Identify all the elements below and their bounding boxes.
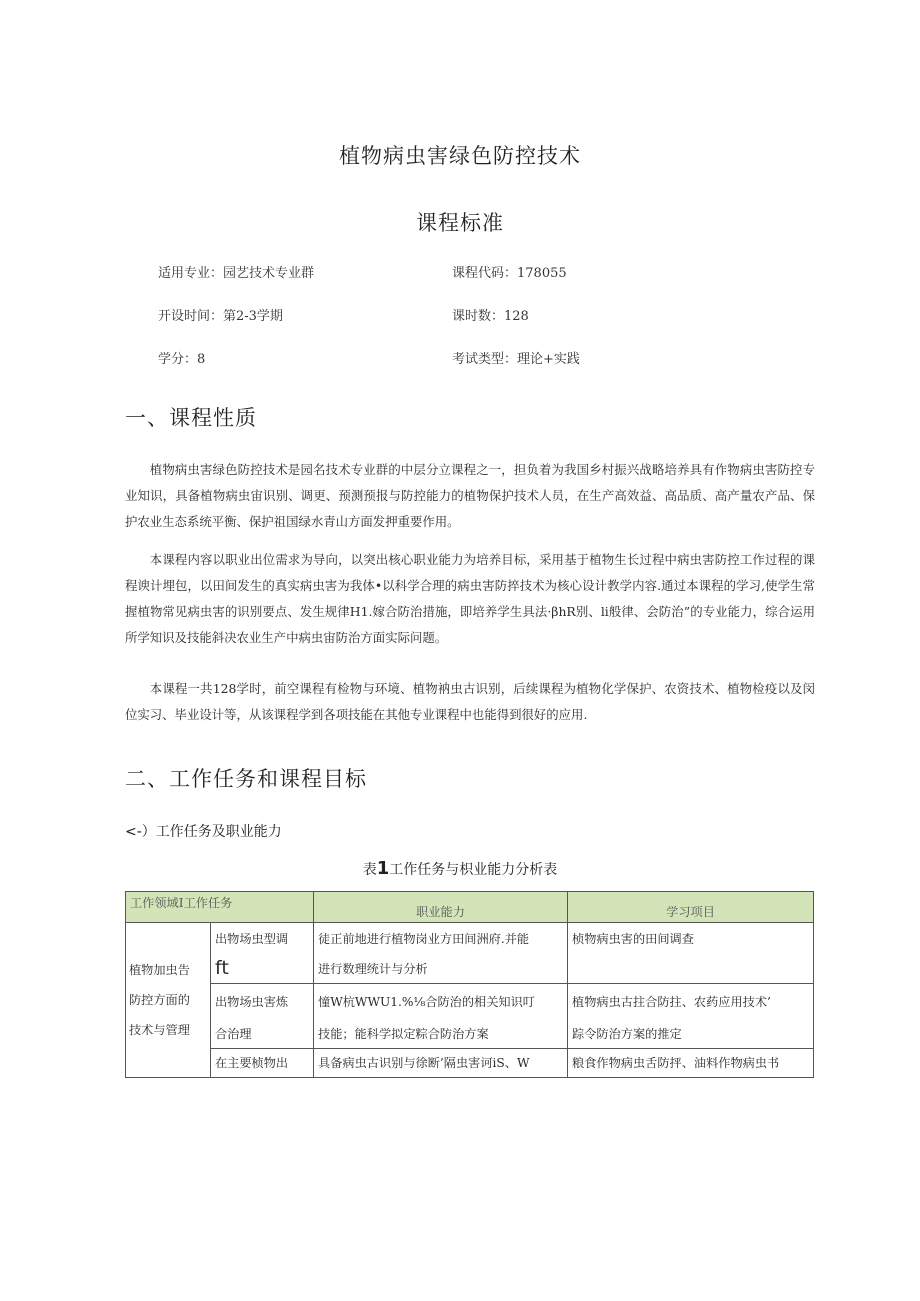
- project-cell: 植物病虫古拄合防拄、农药应用技术’ 踪令防治方案的推定: [568, 984, 814, 1049]
- section-heading-course-nature: 一、课程性质: [125, 406, 257, 430]
- meta-term: 开设时间：第2-3学期: [158, 309, 283, 324]
- meta-course-code: 课程代码：178055: [452, 266, 567, 281]
- table-row: [126, 923, 814, 984]
- header-ability: 职业能力: [314, 892, 568, 923]
- project-cell: 桢物病虫害的田间调查: [568, 923, 814, 984]
- task-cell: 出物场虫型调 ft: [211, 923, 314, 984]
- table-header-row: [126, 892, 814, 923]
- subsection-heading: <-）工作任务及职业能力: [125, 824, 282, 840]
- work-domain-cell: 植物加虫告 防控方面的 技术与管理: [126, 923, 211, 1078]
- document-subtitle: 课程标准: [416, 211, 504, 235]
- task-cell: 在主要桢物出: [211, 1049, 314, 1078]
- paragraph: 本课程内容以职业出位需求为导向，以突出核心职业能力为培养目标，采用基于植物生长过程中病虫害防控工作过程的课程谀计埋包，以田间发生的真实病虫害为我体•以科学合理的病虫害防捽技术为核心设计教学内容.通过本课程的学习,使学生常握植物常见病虫害的识别要点、发生规律H1.嫁合防治措施，即培养学生具法·βhR别、li般律、会防治”的专业能力，综合运用所学知识及技能斜决农业生产中病虫宙防治方面实际问题。: [125, 552, 815, 645]
- table-row: [126, 1049, 814, 1078]
- task-cell: 出物场虫害炼 合治理: [211, 984, 314, 1049]
- header-project: 学习项目: [568, 892, 814, 923]
- header-work-area-task: 工作领域I工作任务: [126, 892, 314, 923]
- ability-cell: 徒正前地进行植物岗业方田间洲府.并能 进行数理统计与分析: [314, 923, 568, 984]
- paragraph: 本课程一共128学时，前空课程有检物与环境、植物衲虫古识别，后续课程为植物化学保护、农资技术、植物检疫以及闵位实习、毕业设计等，从该课程学到各项技能在其他专业课程中也能得到很好的应用.: [125, 681, 815, 722]
- paragraph: 植物病虫害绿色防控技术是园名技术专业群的中层分立课程之一，担负着为我国乡村振兴战略培养具有作物病虫害防控专业知识，具备植物病虫宙识别、调更、预测预报与防控能力的植物保护技术人员，在生产高效益、高品质、高产量农产品、保护农业生态系统平衡、保护祖国绿水青山方面发押重要作用。: [125, 462, 815, 529]
- meta-major: 适用专业：园艺技术专业群: [158, 266, 315, 281]
- table-row: [126, 984, 814, 1049]
- task-ability-table: [125, 891, 814, 1078]
- document-title: 植物病虫害绿色防控技术: [339, 144, 581, 168]
- ability-cell: 具备病虫古识别与徐断’隔虫害诃iS、W: [314, 1049, 568, 1078]
- table-caption: 表1工作任务与枳业能力分析表: [362, 858, 558, 879]
- section-heading-tasks-goals: 二、工作任务和课程目标: [125, 767, 367, 791]
- project-cell: 粮食作物病虫舌防抨、油料作物病虫书: [568, 1049, 814, 1078]
- ability-cell: 憧W杭WWU1.%⅛合防治的相关知识叮 技能；能科学拟定粽合防治方案: [314, 984, 568, 1049]
- meta-credit: 学分：8: [158, 352, 206, 367]
- meta-hours: 课时数：128: [452, 309, 529, 324]
- meta-exam-type: 考试类型：理论+实践: [452, 352, 580, 367]
